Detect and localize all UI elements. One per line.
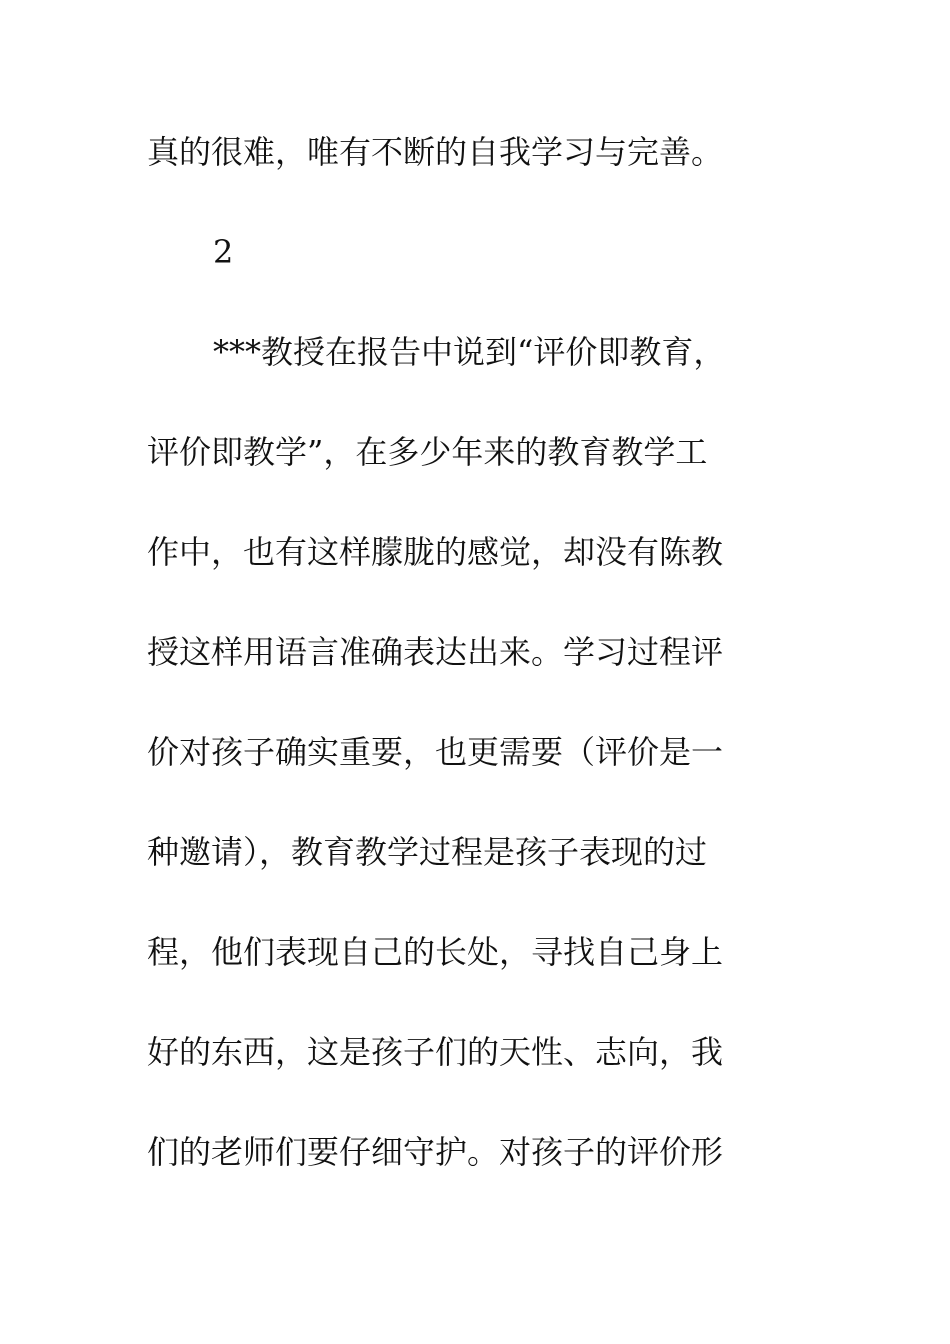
text-line-10: 们的老师们要仔细守护。对孩子的评价形 — [147, 1133, 724, 1171]
section-number: 2 — [213, 233, 234, 271]
text-line-8: 程，他们表现自己的长处，寻找自己身上 — [147, 933, 724, 971]
text-line-6: 价对孩子确实重要，也更需要（评价是一 — [147, 733, 724, 771]
text-line-2: ***教授在报告中说到“评价即教育， — [213, 333, 726, 371]
text-line-4: 作中，也有这样朦胧的感觉，却没有陈教 — [147, 533, 724, 571]
text-line-7: 种邀请），教育教学过程是孩子表现的过 — [147, 833, 708, 871]
text-line-5: 授这样用语言准确表达出来。学习过程评 — [147, 633, 724, 671]
text-line-1: 真的很难，唯有不断的自我学习与完善。 — [147, 133, 724, 171]
text-line-9: 好的东西，这是孩子们的天性、志向，我 — [147, 1033, 724, 1071]
text-line-3: 评价即教学”，在多少年来的教育教学工 — [147, 433, 708, 471]
